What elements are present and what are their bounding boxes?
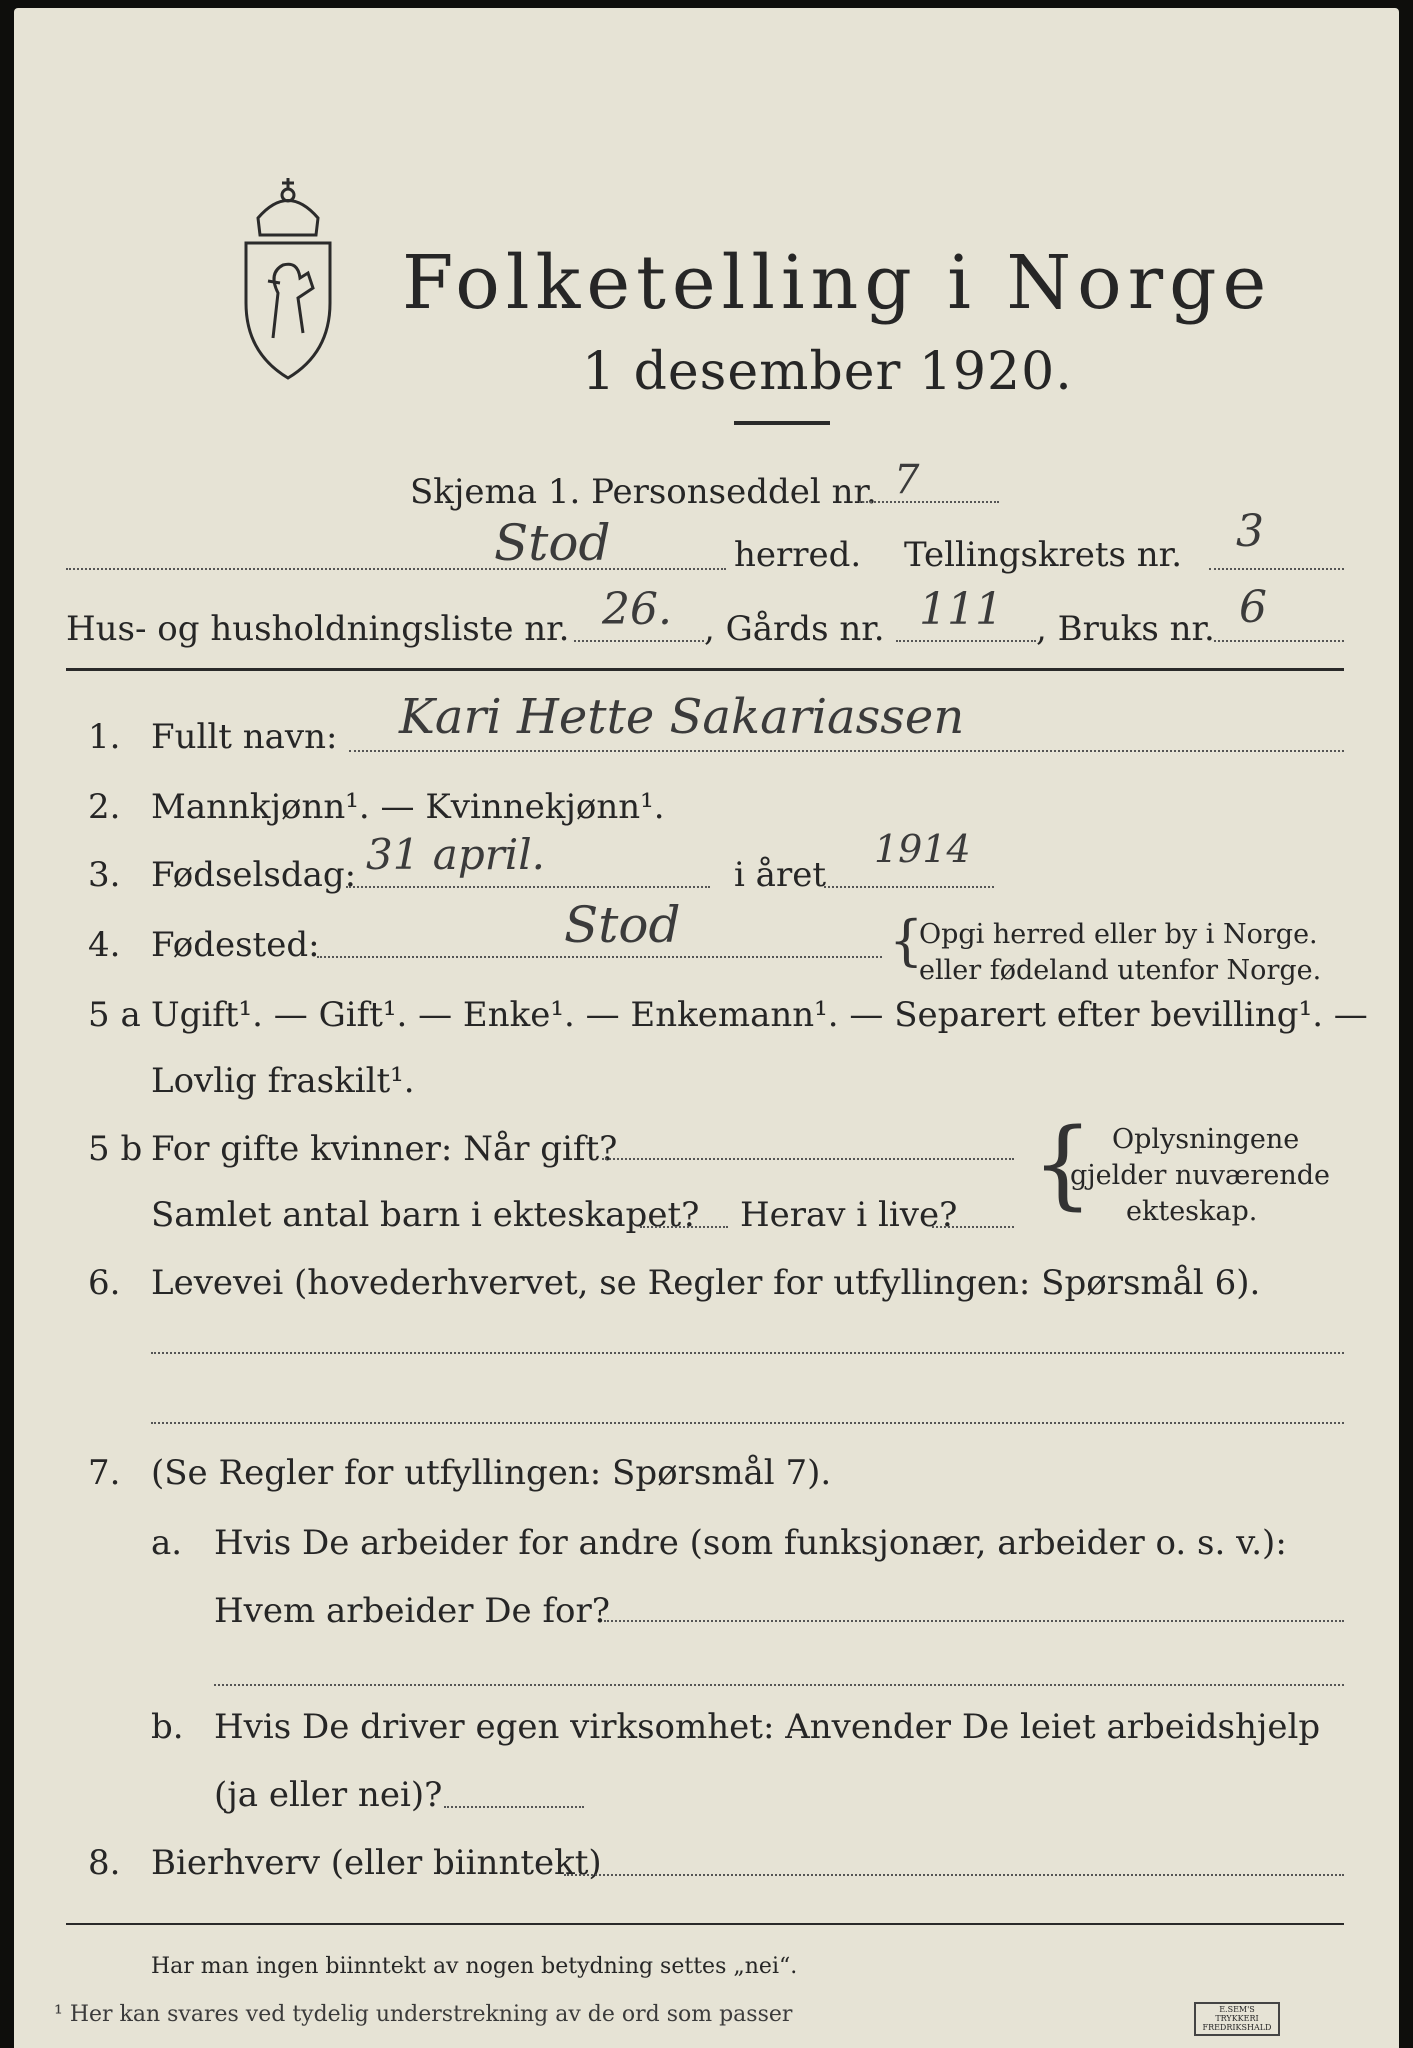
hus-label: Hus- og husholdningsliste nr. xyxy=(66,609,570,649)
herred-value: Stod xyxy=(494,514,611,572)
q7a-line2: Hvem arbeider De for? xyxy=(214,1591,610,1631)
q2-number: 2. xyxy=(88,787,121,827)
q5b-children-dots xyxy=(640,1226,728,1228)
bruks-label: , Bruks nr. xyxy=(1036,609,1215,649)
bruks-dots xyxy=(1214,640,1344,642)
q3-year-label: i året xyxy=(734,855,826,895)
q6-dots-line2 xyxy=(151,1422,1344,1424)
printer-stamp: E.SEM'S TRYKKERI FREDRIKSHALD xyxy=(1194,2002,1280,2036)
q7a-line1: Hvis De arbeider for andre (som funksjonær, arbeider o. s. v.): xyxy=(214,1523,1287,1563)
q3-label: Fødselsdag: xyxy=(151,855,357,895)
census-date: 1 desember 1920. xyxy=(582,342,1073,402)
footer-rule xyxy=(66,1923,1344,1925)
q5b-brace: { xyxy=(1032,1108,1094,1220)
q5b-note-line1: Oplysningene xyxy=(1112,1124,1300,1155)
q5a-number: 5 a xyxy=(88,995,141,1035)
herred-dots xyxy=(66,568,726,570)
q5a-line2: Lovlig fraskilt¹. xyxy=(151,1061,415,1101)
q3-dots xyxy=(346,886,710,888)
q3-year-dots xyxy=(824,886,994,888)
q3-birthday-value: 31 april. xyxy=(366,830,546,879)
q4-dots xyxy=(317,956,882,958)
tellingskrets-value: 3 xyxy=(1236,506,1264,557)
q5b-note-line3: ekteskap. xyxy=(1126,1196,1258,1227)
q6-number: 6. xyxy=(88,1263,121,1303)
footer-note: Har man ingen biinntekt av nogen betydning settes „nei“. xyxy=(151,1954,798,1979)
q7-number: 7. xyxy=(88,1453,121,1493)
schema-value: 7 xyxy=(894,457,920,503)
q1-number: 1. xyxy=(88,717,121,757)
norwegian-coat-of-arms-icon xyxy=(228,173,348,383)
hus-value: 26. xyxy=(602,584,672,635)
schema-dots xyxy=(859,501,999,503)
q8-label: Bierhverv (eller biinntekt) xyxy=(151,1843,602,1883)
q7b-line1: Hvis De driver egen virksomhet: Anvender De leiet arbeidshjelp xyxy=(214,1707,1321,1747)
q7-label: (Se Regler for utfyllingen: Spørsmål 7). xyxy=(151,1453,832,1493)
q8-number: 8. xyxy=(88,1843,121,1883)
q4-note-line2: eller fødeland utenfor Norge. xyxy=(919,955,1322,986)
q4-brace: { xyxy=(889,909,924,972)
q3-year-value: 1914 xyxy=(874,827,971,871)
q7b-line2: (ja eller nei)? xyxy=(214,1775,443,1815)
footnote: ¹ Her kan svares ved tydelig understrekning av de ord som passer xyxy=(54,2002,793,2027)
schema-label: Skjema 1. Personseddel nr. xyxy=(410,472,877,512)
q5b-children-label: Samlet antal barn i ekteskapet? xyxy=(151,1195,700,1235)
herred-label: herred. xyxy=(734,535,862,575)
tellingskrets-dots xyxy=(1209,568,1344,570)
q5b-number: 5 b xyxy=(88,1129,143,1169)
header-rule xyxy=(66,668,1344,671)
q4-note-line1: Opgi herred eller by i Norge. xyxy=(919,919,1318,950)
bruks-value: 6 xyxy=(1239,582,1267,633)
gards-label: , Gårds nr. xyxy=(704,609,885,649)
title-divider xyxy=(734,421,830,425)
q1-dots xyxy=(349,750,1344,752)
q5a-line1: Ugift¹. — Gift¹. — Enke¹. — Enkemann¹. — Separert efter bevilling¹. — xyxy=(151,995,1368,1035)
q7b-letter: b. xyxy=(151,1707,184,1747)
gards-dots xyxy=(896,640,1036,642)
q5b-married-dots xyxy=(602,1158,1014,1160)
q7b-dots xyxy=(444,1806,584,1808)
q3-number: 3. xyxy=(88,855,121,895)
q8-dots xyxy=(564,1874,1344,1876)
q4-number: 4. xyxy=(88,925,121,965)
census-form-page xyxy=(14,8,1399,2048)
q4-birthplace-value: Stod xyxy=(564,896,681,954)
q7a-dots-line1 xyxy=(604,1620,1344,1622)
q1-label: Fullt navn: xyxy=(151,717,338,757)
q5b-note-line2: gjelder nuværende xyxy=(1070,1160,1330,1191)
q6-dots-line1 xyxy=(151,1352,1344,1354)
q1-full-name-value: Kari Hette Sakariassen xyxy=(399,689,965,745)
q7a-dots-line2 xyxy=(214,1684,1344,1686)
q2-label: Mannkjønn¹. — Kvinnekjønn¹. xyxy=(151,787,665,827)
q5b-line1: For gifte kvinner: Når gift? xyxy=(151,1129,618,1169)
q5b-alive-dots xyxy=(932,1226,1014,1228)
q5b-alive-label: Herav i live? xyxy=(740,1195,958,1235)
tellingskrets-label: Tellingskrets nr. xyxy=(904,535,1183,575)
q7a-letter: a. xyxy=(151,1523,183,1563)
gards-value: 111 xyxy=(919,584,1003,635)
page-title: Folketelling i Norge xyxy=(402,240,1273,326)
hus-dots xyxy=(574,640,704,642)
q4-label: Fødested: xyxy=(151,925,320,965)
q6-label: Levevei (hovederhvervet, se Regler for utfyllingen: Spørsmål 6). xyxy=(151,1263,1261,1303)
